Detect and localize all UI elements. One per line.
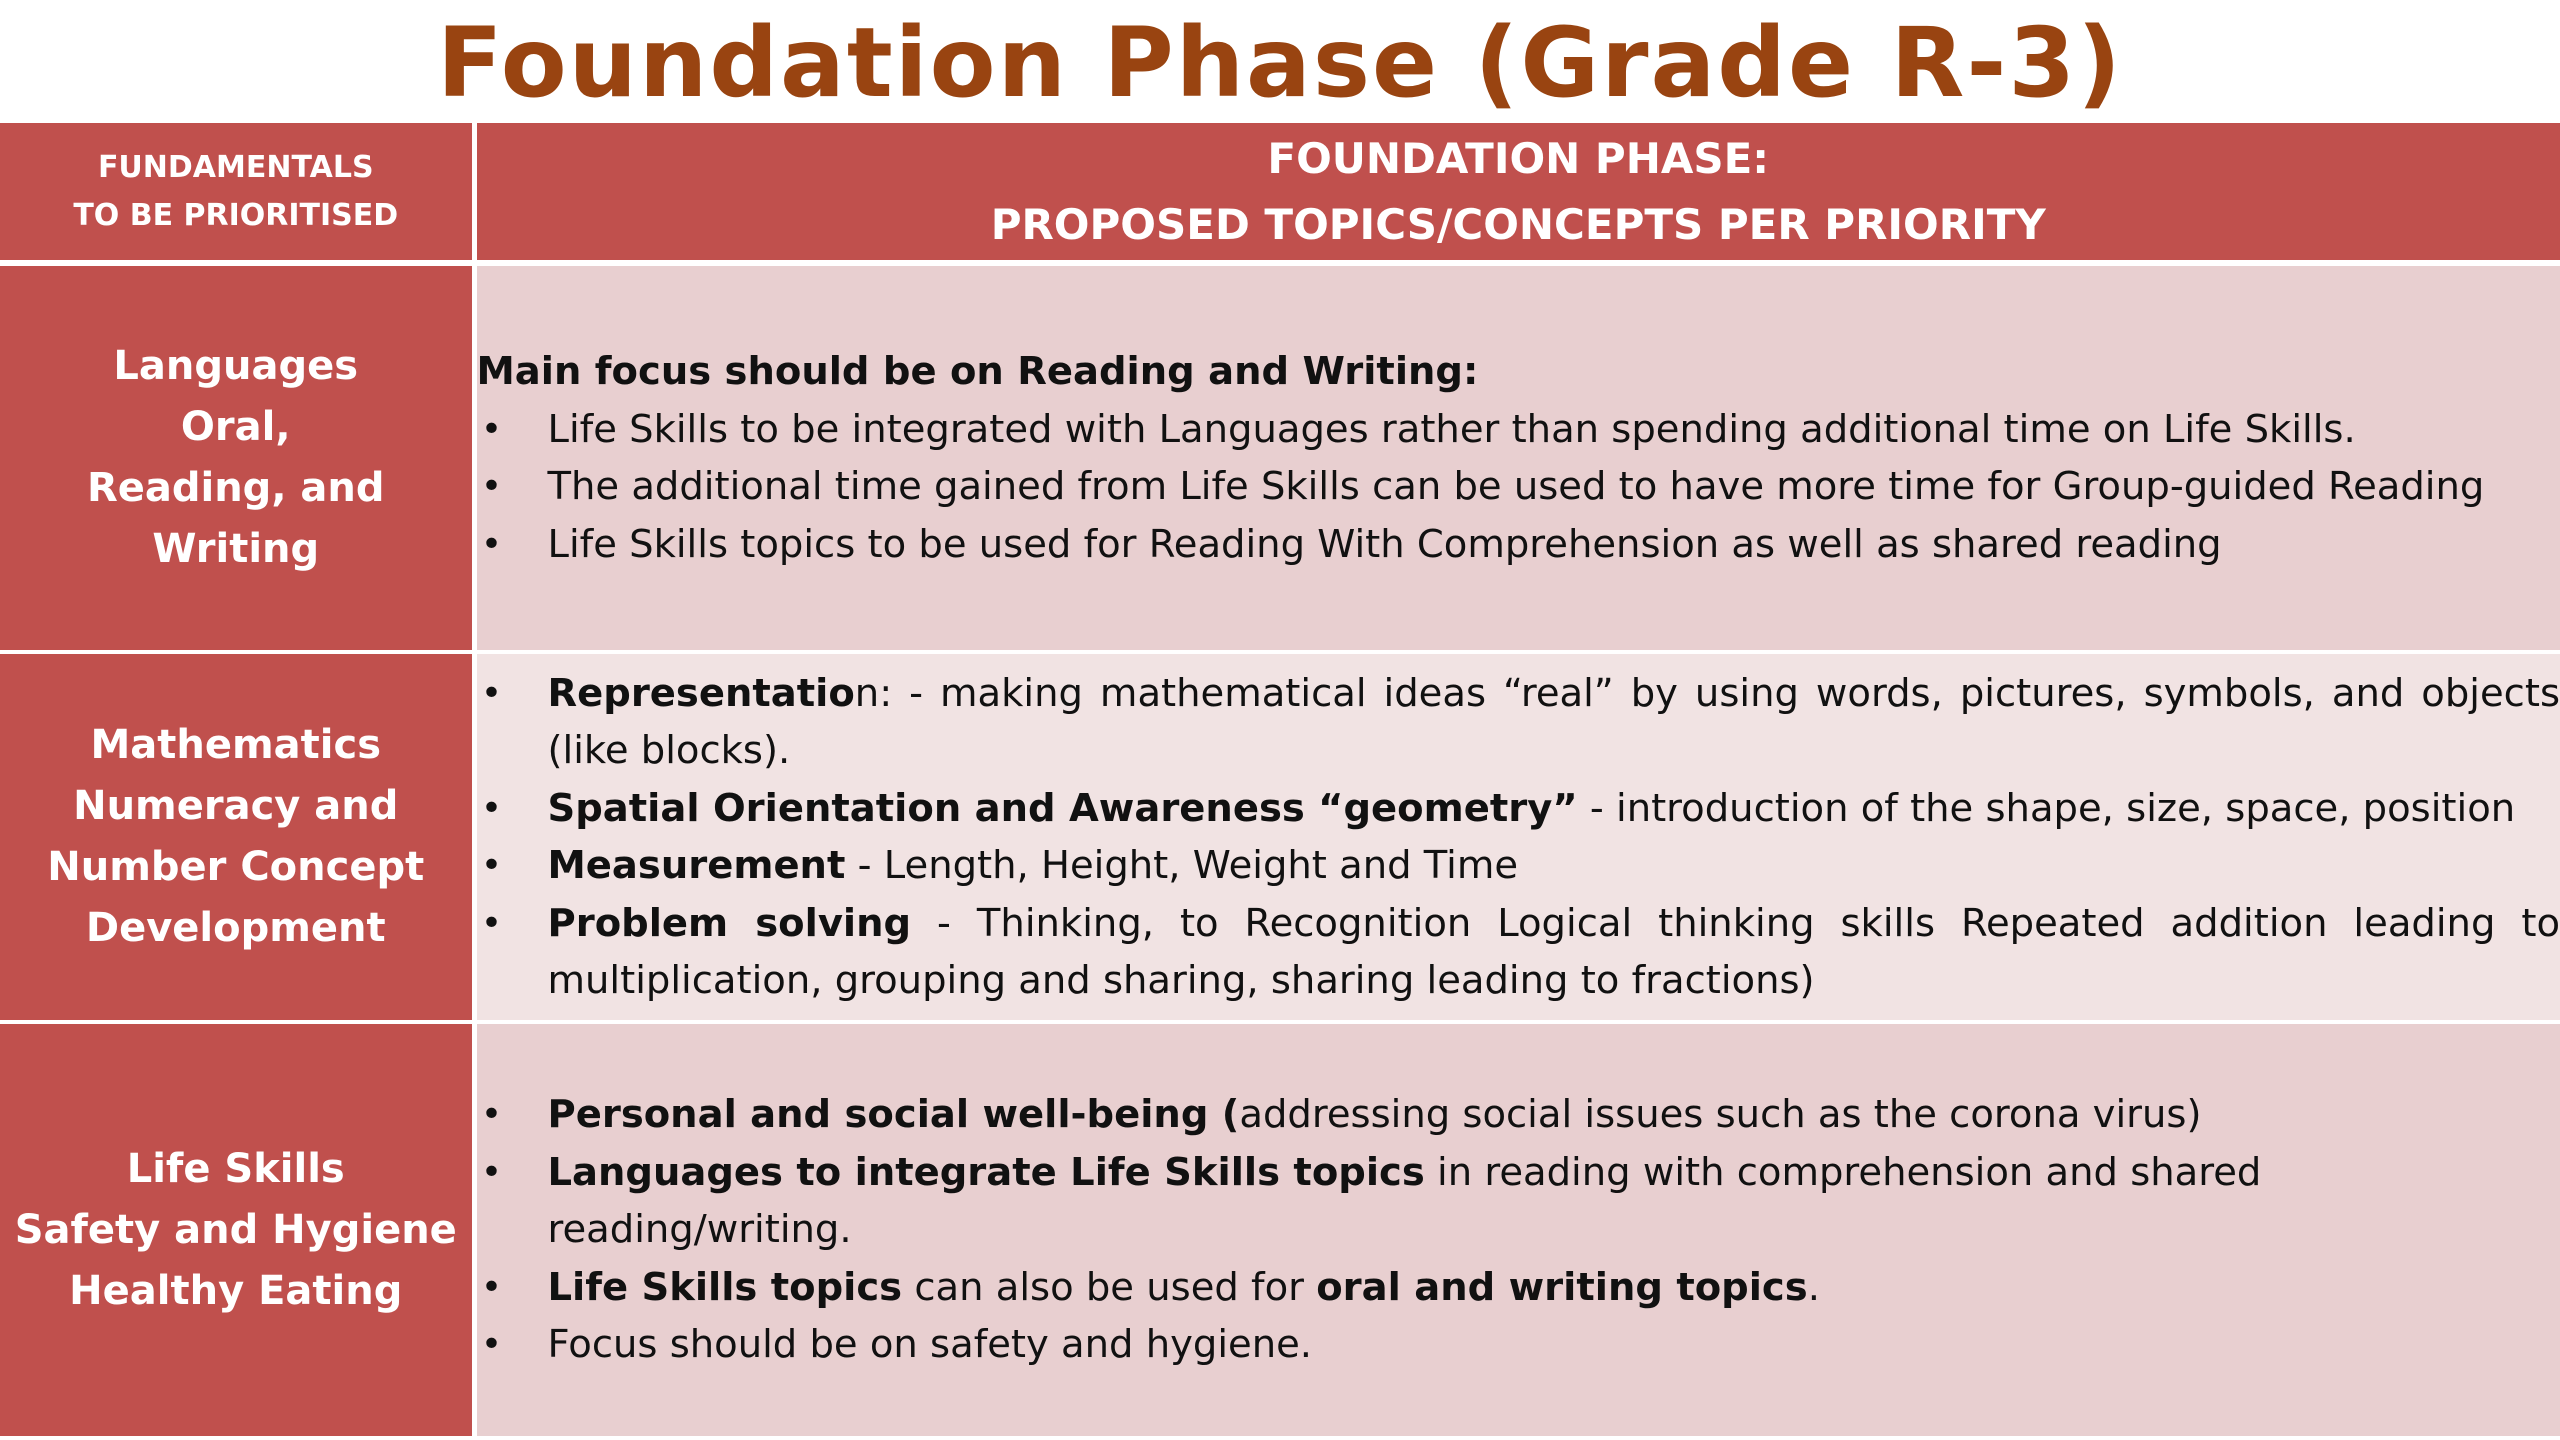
list-item bbox=[477, 837, 2560, 895]
list-item bbox=[477, 516, 2560, 574]
bullet-text: Focus should be on safety and hygiene. bbox=[547, 1322, 1313, 1368]
table-row-languages bbox=[0, 263, 2560, 652]
bullet-bold-text: oral and writing topics bbox=[1316, 1264, 1808, 1310]
category-line: Reading, and Writing bbox=[86, 465, 385, 572]
list-item bbox=[477, 1316, 2560, 1374]
bullet-text: can also be used for bbox=[902, 1264, 1317, 1310]
bullet-bold-text: Spatial Orientation and Awareness “geometry” bbox=[547, 785, 1578, 831]
topics-mathematics bbox=[474, 652, 2560, 1022]
bullet-continuation: multiplication, grouping and sharing, sharing leading to fractions) bbox=[547, 958, 1815, 1003]
bullet-continuation: (like blocks). bbox=[547, 728, 791, 773]
list-item bbox=[477, 401, 2560, 459]
list-item bbox=[477, 1144, 2560, 1259]
bullet-text: - Thinking, to Recognition Logical thinking skills Repeated addition leading to bbox=[911, 900, 2560, 946]
header-fundamentals-line1: FUNDAMENTALS bbox=[97, 149, 374, 185]
bullet-line bbox=[548, 895, 2560, 953]
category-line: Safety and Hygiene bbox=[14, 1206, 457, 1253]
languages-bullet-list bbox=[477, 401, 2560, 574]
category-line: Healthy Eating bbox=[69, 1267, 403, 1314]
header-fundamentals bbox=[0, 123, 474, 263]
languages-lead-text: Main focus should be on Reading and Writing: bbox=[476, 349, 1479, 394]
bullet-text: The additional time gained from Life Skills can be used to have more time for Group-guided Reading bbox=[547, 464, 2485, 509]
category-line: Number Concept bbox=[47, 844, 425, 890]
bullet-text: - Length, Height, Weight and Time bbox=[845, 843, 1519, 888]
category-line: Languages bbox=[113, 343, 359, 389]
category-life-skills bbox=[0, 1022, 474, 1436]
list-item bbox=[477, 780, 2560, 838]
category-line: Numeracy and bbox=[73, 783, 399, 829]
list-item bbox=[477, 1086, 2560, 1144]
bullet-text: Life Skills topics to be used for Reading With Comprehension as well as shared reading bbox=[547, 521, 2222, 567]
category-mathematics bbox=[0, 652, 474, 1022]
bullet-bold-text: Problem solving bbox=[547, 900, 912, 946]
table-row-mathematics bbox=[0, 652, 2560, 1022]
bullet-text: in reading with comprehension and shared reading/writing. bbox=[547, 1149, 2262, 1253]
bullet-bold-text: Representatio bbox=[547, 670, 855, 716]
list-item bbox=[477, 1259, 2560, 1317]
bullet-text: . bbox=[1807, 1264, 1820, 1310]
topics-life-skills bbox=[474, 1022, 2560, 1436]
category-line: Oral, bbox=[180, 404, 291, 450]
list-item bbox=[477, 895, 2560, 1010]
header-proposed-topics bbox=[474, 123, 2560, 263]
bullet-text: Life Skills to be integrated with Languages rather than spending additional time on Life Skills. bbox=[547, 406, 2356, 452]
bullet-bold-text: Life Skills topics bbox=[547, 1264, 903, 1310]
table-row-life-skills bbox=[0, 1022, 2560, 1436]
priorities-table bbox=[0, 123, 2560, 1436]
list-item bbox=[477, 458, 2560, 516]
list-item bbox=[477, 665, 2560, 780]
bullet-line bbox=[548, 665, 2560, 723]
table-header-row bbox=[0, 123, 2560, 263]
life-skills-bullet-list bbox=[477, 1086, 2560, 1374]
bullet-text: - introduction of the shape, size, space, position bbox=[1577, 785, 2516, 831]
slide-title: Foundation Phase (Grade R-3) bbox=[437, 7, 2123, 119]
bullet-text: addressing social issues such as the corona virus) bbox=[1239, 1092, 2202, 1138]
topics-languages bbox=[474, 263, 2560, 652]
category-line: Development bbox=[85, 905, 386, 951]
category-line: Mathematics bbox=[90, 722, 382, 768]
header-proposed-line2: PROPOSED TOPICS/CONCEPTS PER PRIORITY bbox=[990, 199, 2046, 249]
bullet-bold-text: Languages to integrate Life Skills topics bbox=[547, 1149, 1425, 1195]
bullet-bold-text: Measurement bbox=[547, 843, 846, 888]
header-proposed-line1: FOUNDATION PHASE: bbox=[1267, 133, 1770, 183]
category-languages bbox=[0, 263, 474, 652]
category-line: Life Skills bbox=[126, 1145, 345, 1192]
header-fundamentals-line2: TO BE PRIORITISED bbox=[73, 197, 399, 233]
bullet-bold-text: Personal and social well-being ( bbox=[547, 1092, 1240, 1138]
bullet-text: n: - making mathematical ideas “real” by using words, pictures, symbols, and objects bbox=[854, 670, 2560, 716]
mathematics-bullet-list bbox=[477, 665, 2560, 1010]
